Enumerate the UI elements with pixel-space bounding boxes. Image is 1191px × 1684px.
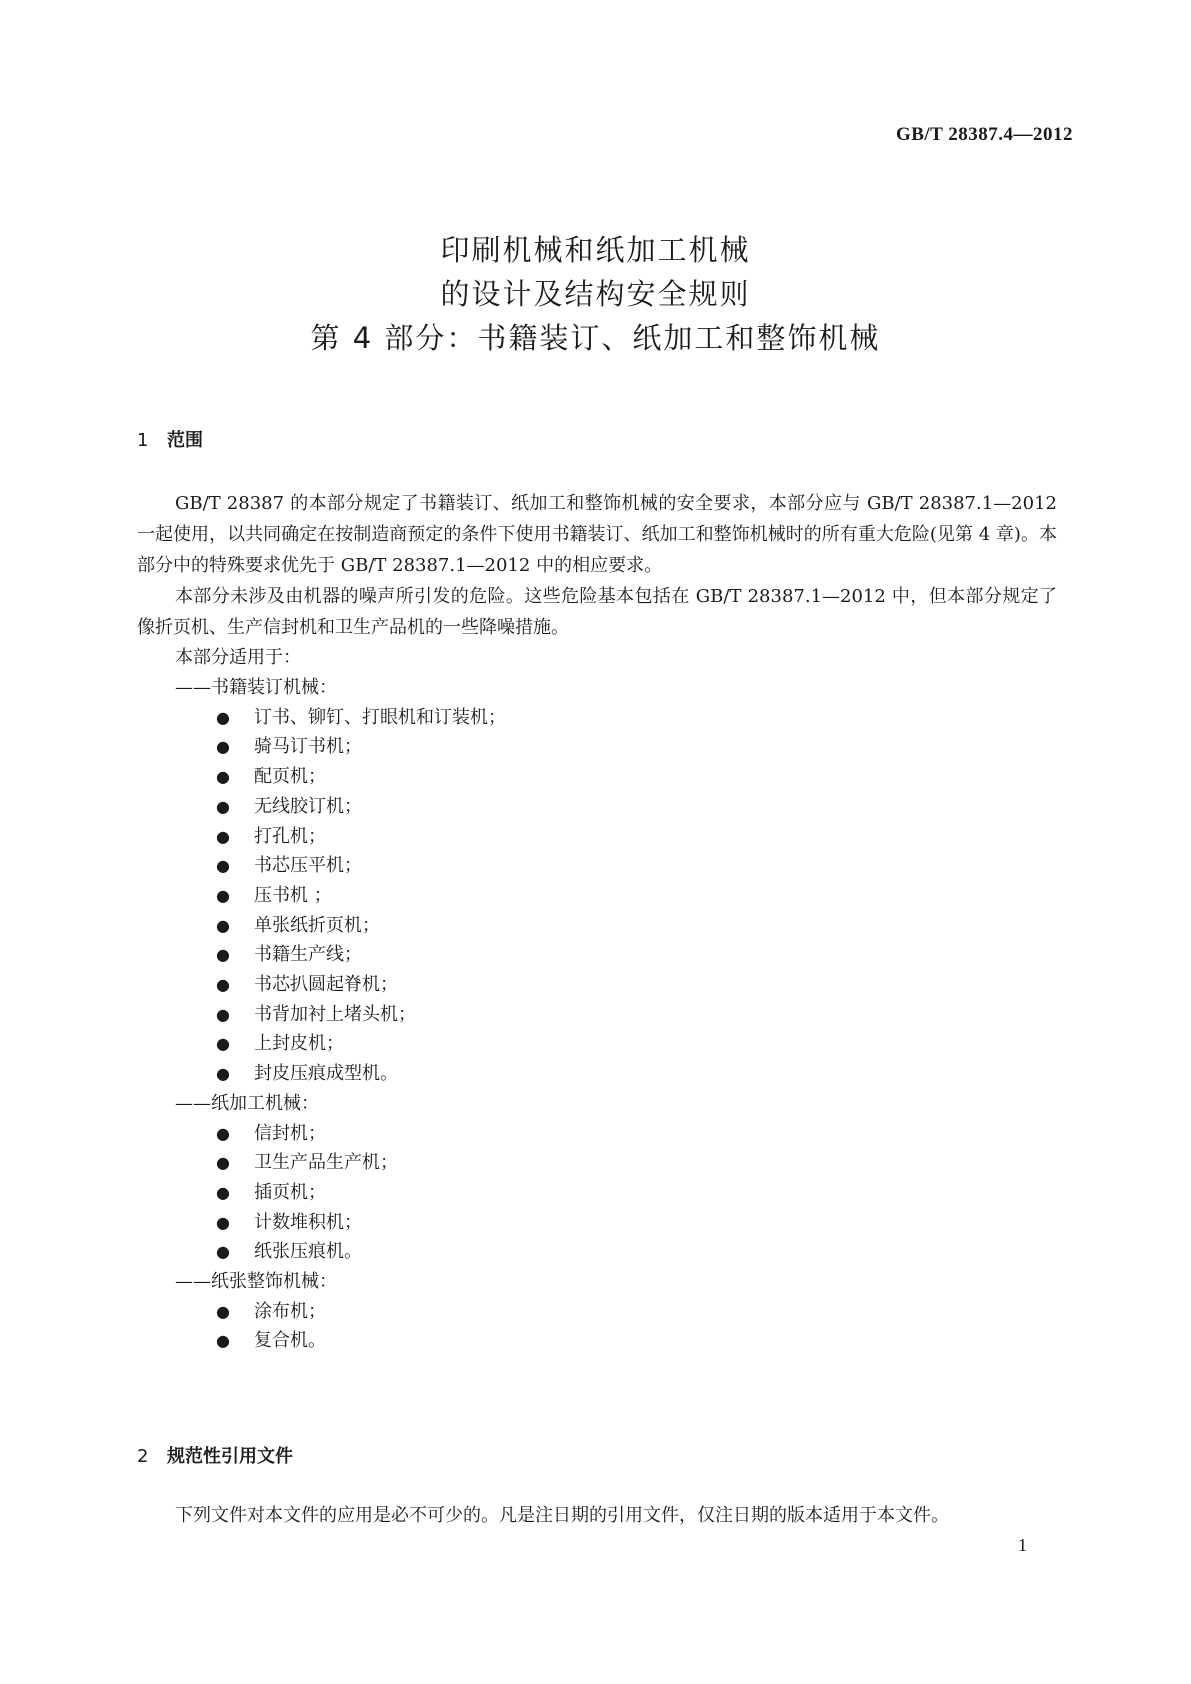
bullet-dot-icon: ● bbox=[216, 1183, 230, 1202]
list-item-text: 书芯压平机； bbox=[254, 855, 362, 876]
list-item bbox=[216, 1237, 362, 1263]
list-item-text: 信封机； bbox=[254, 1123, 326, 1144]
list-item bbox=[216, 1029, 344, 1055]
bullet-dot-icon: ● bbox=[216, 945, 230, 964]
section-2-title: 规范性引用文件 bbox=[167, 1446, 293, 1467]
bullet-dot-icon: ● bbox=[216, 1213, 230, 1232]
list-item-text: 涂布机； bbox=[254, 1301, 326, 1322]
bullet-dot-icon: ● bbox=[216, 1064, 230, 1083]
list-item bbox=[216, 822, 326, 848]
list-item bbox=[216, 1326, 326, 1352]
list-item-text: 打孔机； bbox=[254, 826, 326, 847]
title-line-3: 第 4 部分：书籍装订、纸加工和整饰机械 bbox=[310, 321, 881, 355]
list-item bbox=[216, 762, 326, 788]
section-1-title: 范围 bbox=[167, 430, 203, 451]
section-1-heading bbox=[137, 426, 203, 452]
bullet-dot-icon: ● bbox=[216, 1005, 230, 1024]
list-item bbox=[216, 970, 398, 996]
standard-code: GB/T 28387.4—2012 bbox=[895, 124, 1073, 145]
bullet-dot-icon: ● bbox=[216, 886, 230, 905]
bullet-dot-icon: ● bbox=[216, 856, 230, 875]
bullet-dot-icon: ● bbox=[216, 1302, 230, 1321]
category-label: ——纸加工机械： bbox=[175, 1093, 319, 1114]
bullet-dot-icon: ● bbox=[216, 1331, 230, 1350]
list-item bbox=[216, 1148, 398, 1174]
bullet-dot-icon: ● bbox=[216, 797, 230, 816]
list-item-text: 插页机； bbox=[254, 1182, 326, 1203]
list-item bbox=[216, 940, 362, 966]
bullet-dot-icon: ● bbox=[216, 827, 230, 846]
list-item bbox=[216, 732, 362, 758]
bullet-dot-icon: ● bbox=[216, 1124, 230, 1143]
bullet-dot-icon: ● bbox=[216, 916, 230, 935]
list-item-text: 计数堆积机； bbox=[254, 1212, 362, 1233]
list-item bbox=[216, 703, 506, 729]
list-item bbox=[216, 1297, 326, 1323]
category-label: ——纸张整饰机械： bbox=[175, 1271, 337, 1292]
list-item bbox=[216, 881, 332, 907]
list-item-text: 书背加衬上堵头机； bbox=[254, 1004, 416, 1025]
list-item-text: 书芯扒圆起脊机； bbox=[254, 974, 398, 995]
list-item bbox=[216, 911, 380, 937]
section-2-heading bbox=[137, 1442, 293, 1468]
list-item-text: 封皮压痕成型机。 bbox=[254, 1063, 398, 1084]
list-item bbox=[216, 1178, 326, 1204]
bullet-dot-icon: ● bbox=[216, 708, 230, 727]
bullet-dot-icon: ● bbox=[216, 1242, 230, 1261]
list-item-text: 纸张压痕机。 bbox=[254, 1241, 362, 1262]
section-1-number: 1 bbox=[137, 430, 149, 451]
title-line-2: 的设计及结构安全规则 bbox=[440, 277, 751, 311]
list-item-text: 卫生产品生产机； bbox=[254, 1152, 398, 1173]
bullet-dot-icon: ● bbox=[216, 975, 230, 994]
list-item-text: 订书、铆钉、打眼机和订装机； bbox=[254, 707, 506, 728]
references-paragraph: 下列文件对本文件的应用是必不可少的。凡是注日期的引用文件，仅注日期的版本适用于本文件。 bbox=[175, 1505, 949, 1526]
list-item bbox=[216, 851, 362, 877]
bullet-dot-icon: ● bbox=[216, 1034, 230, 1053]
title-line-1: 印刷机械和纸加工机械 bbox=[440, 233, 751, 267]
list-item-text: 骑马订书机； bbox=[254, 736, 362, 757]
scope-paragraph-3: 本部分适用于： bbox=[175, 647, 301, 668]
section-2-number: 2 bbox=[137, 1446, 149, 1467]
bullet-dot-icon: ● bbox=[216, 737, 230, 756]
list-item-text: 上封皮机； bbox=[254, 1033, 344, 1054]
list-item-text: 无线胶订机； bbox=[254, 796, 362, 817]
bullet-dot-icon: ● bbox=[216, 767, 230, 786]
list-item-text: 书籍生产线； bbox=[254, 944, 362, 965]
list-item-text: 复合机。 bbox=[254, 1330, 326, 1351]
page-number: 1 bbox=[1018, 1535, 1027, 1555]
list-item bbox=[216, 792, 362, 818]
list-item bbox=[216, 1000, 416, 1026]
list-item bbox=[216, 1119, 326, 1145]
list-item bbox=[216, 1208, 362, 1234]
category-label: ——书籍装订机械： bbox=[175, 677, 337, 698]
list-item bbox=[216, 1059, 398, 1085]
list-item-text: 配页机； bbox=[254, 766, 326, 787]
scope-paragraph-1: GB/T 28387 的本部分规定了书籍装订、纸加工和整饰机械的安全要求，本部分应与 GB/T 28387.1—2012 一起使用，以共同确定在按制造商预定的条件下使用书籍装订、纸加工和整饰机械时的所有重大危险(见第 4 章)。本部分中的特殊要求优先于 GB/T 28387.1—2012 中的相应要求。 bbox=[137, 493, 1057, 576]
list-item-text: 单张纸折页机； bbox=[254, 915, 380, 936]
scope-paragraph-2: 本部分未涉及由机器的噪声所引发的危险。这些危险基本包括在 GB/T 28387.1—2012 中，但本部分规定了像折页机、生产信封机和卫生产品机的一些降噪措施。 bbox=[137, 586, 1057, 638]
list-item-text: 压书机 ； bbox=[254, 885, 332, 906]
bullet-dot-icon: ● bbox=[216, 1153, 230, 1172]
